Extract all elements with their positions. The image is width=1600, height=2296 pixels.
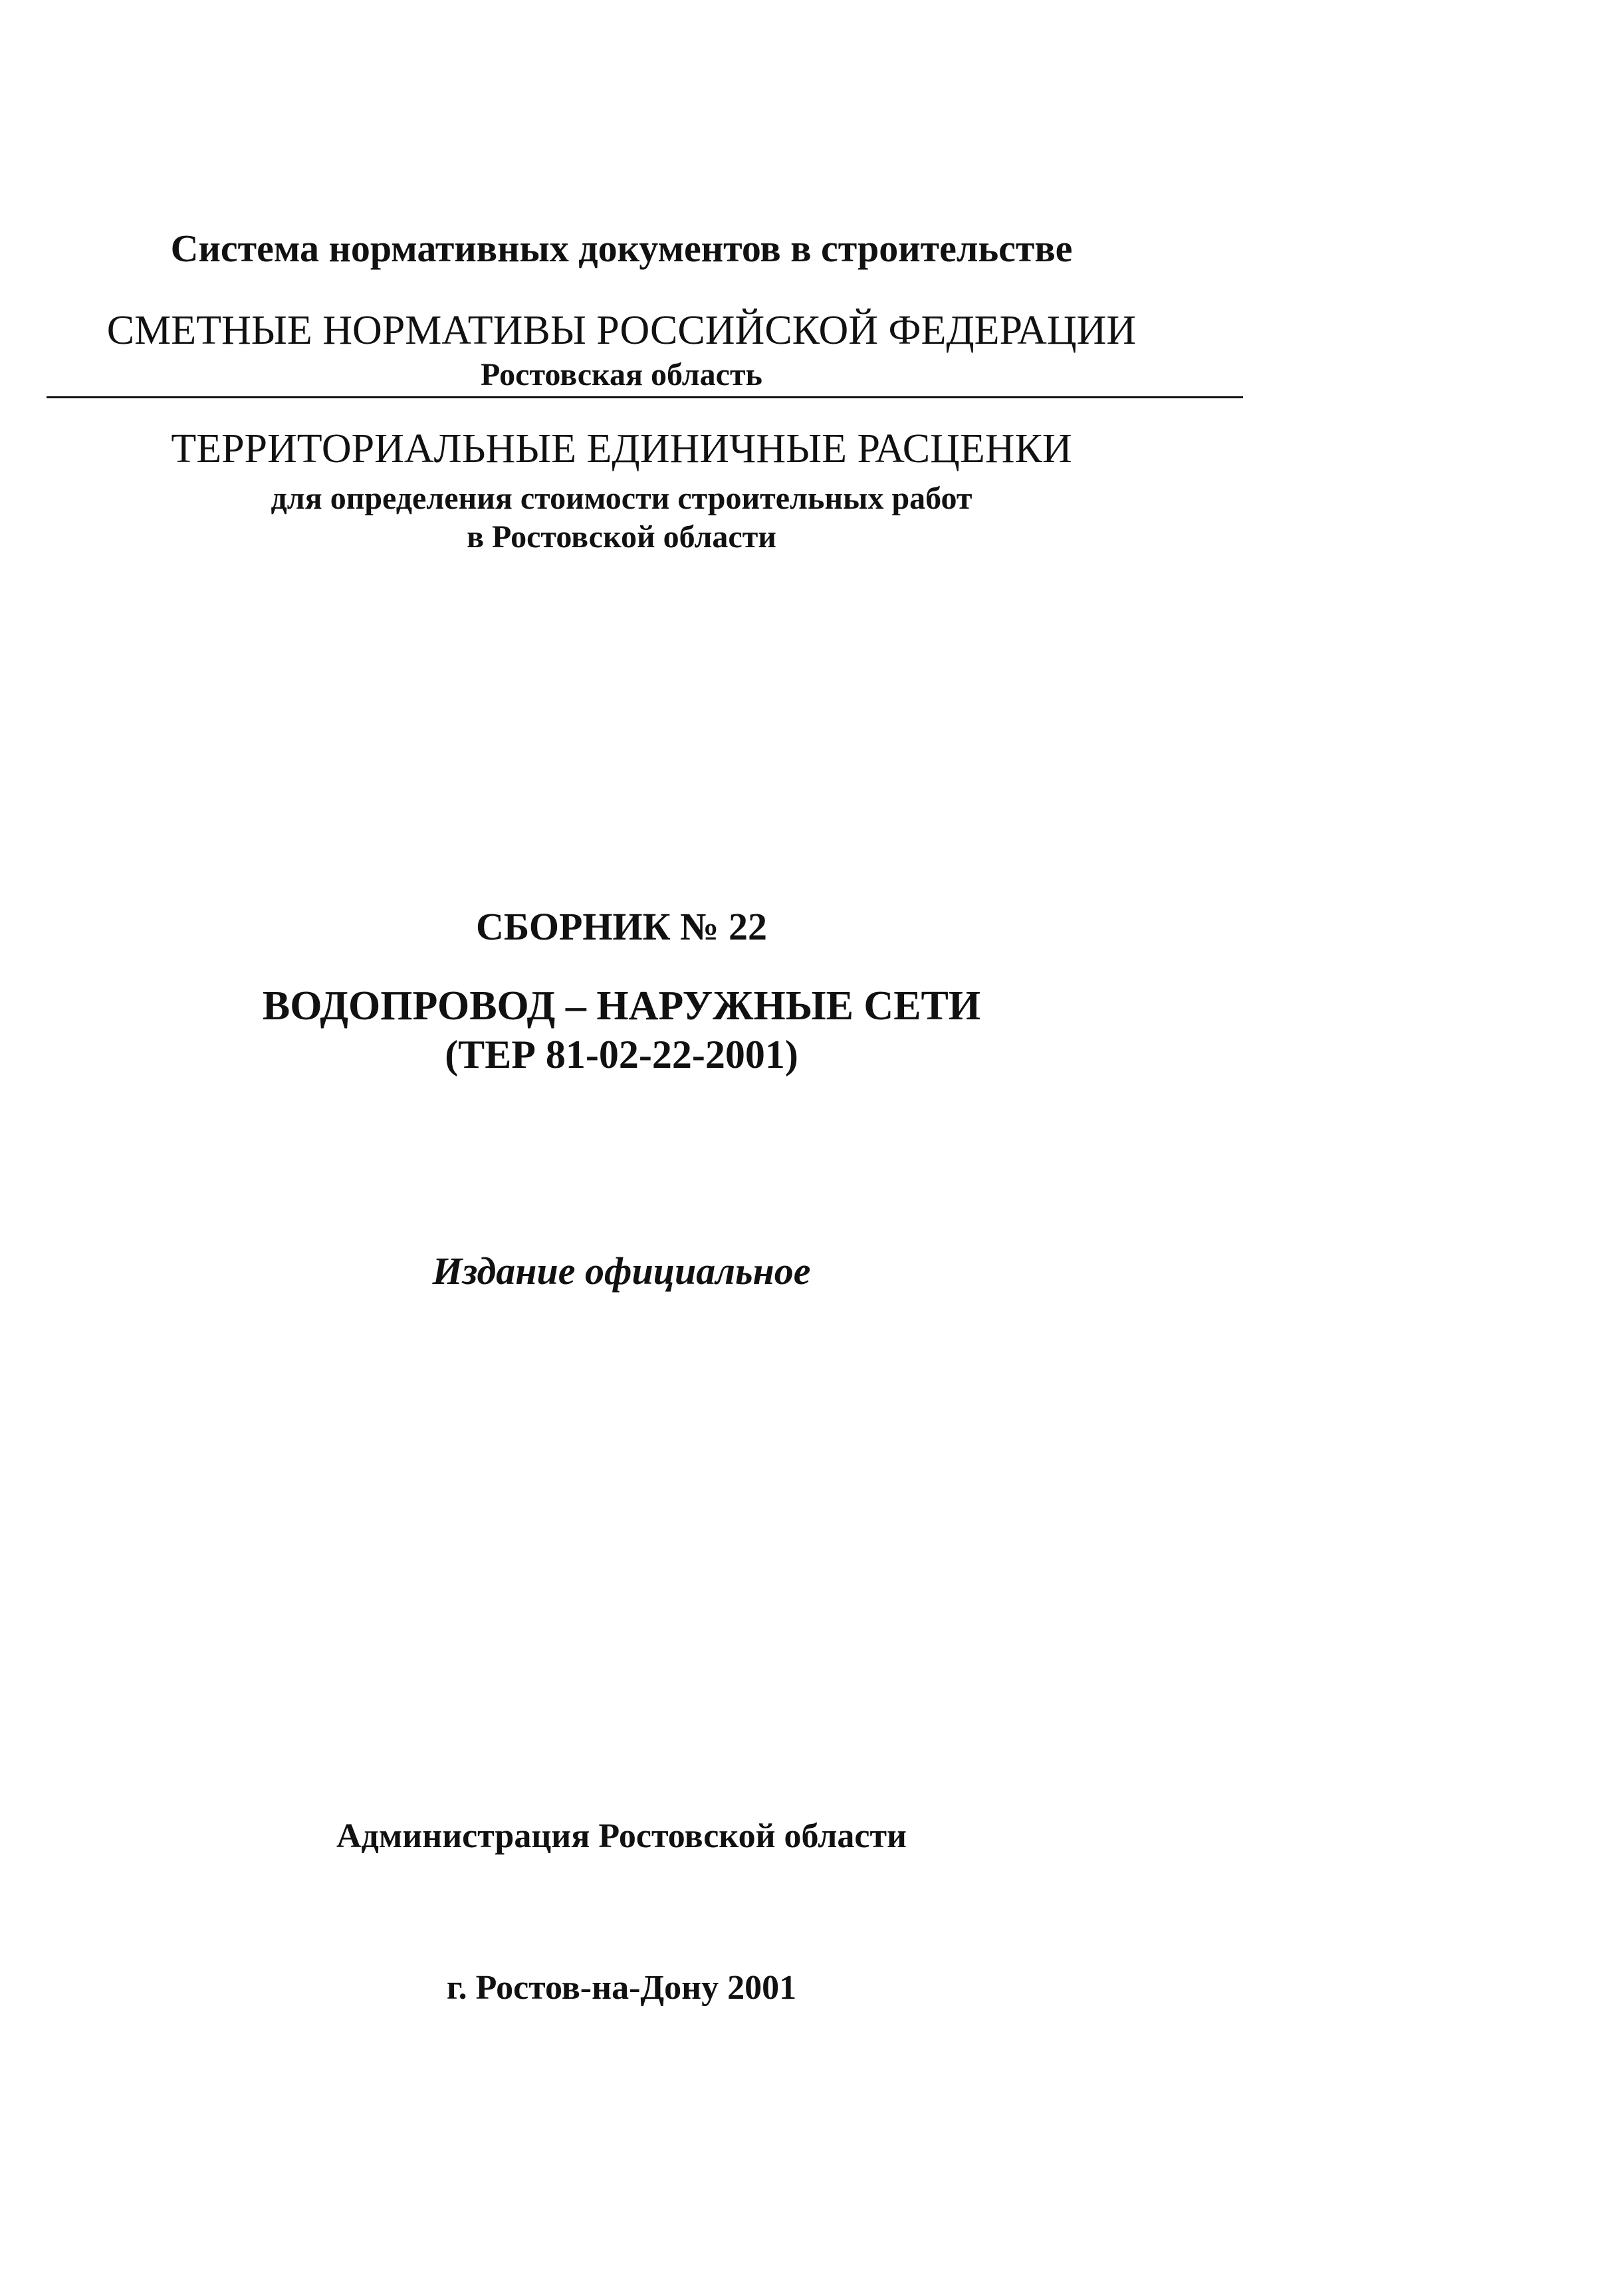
- subtitle-line-1: для определения стоимости строительных работ: [271, 481, 972, 516]
- subtitle-line-2: в Ростовской области: [467, 519, 776, 555]
- work-name: ВОДОПРОВОД – НАРУЖНЫЕ СЕТИ: [262, 983, 981, 1029]
- horizontal-divider: [47, 396, 1243, 398]
- place-and-year: г. Ростов-на-Дону 2001: [446, 1969, 797, 2007]
- document-code: (ТЕР 81-02-22-2001): [445, 1033, 798, 1077]
- edition-note: Издание официальное: [432, 1249, 811, 1293]
- series-title: Система нормативных документов в строительстве: [170, 227, 1073, 270]
- norms-title: СМЕТНЫЕ НОРМАТИВЫ РОССИЙСКОЙ ФЕДЕРАЦИИ: [106, 308, 1137, 353]
- collection-number: СБОРНИК № 22: [476, 905, 767, 948]
- publisher: Администрация Ростовской области: [336, 1817, 907, 1855]
- region-label: Ростовская область: [481, 357, 762, 392]
- ter-title: ТЕРРИТОРИАЛЬНЫЕ ЕДИНИЧНЫЕ РАСЦЕНКИ: [171, 426, 1072, 471]
